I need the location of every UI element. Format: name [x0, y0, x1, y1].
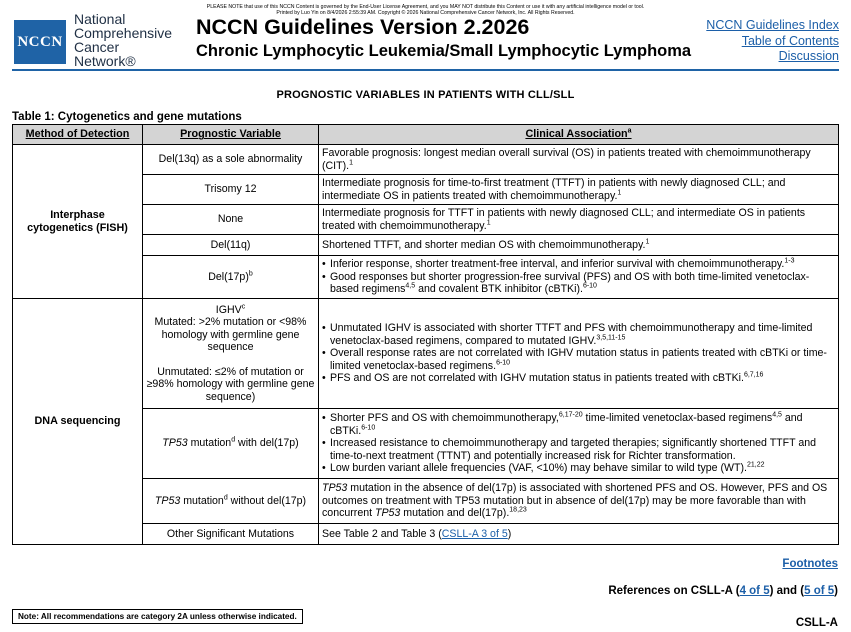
discussion-link[interactable]: Discussion: [778, 49, 839, 63]
bullet-item: [330, 372, 835, 384]
association-text: Favorable prognosis: longest median overall survival (OS) in patients treated with chemoimmunotherapy (CIT).: [322, 147, 811, 172]
citation: 4,5: [405, 282, 416, 290]
license-notice-line-2: Printed by Luo Yin on 8/4/2026 2:55:39 AM. Copyright © 2026 National Comprehensive Cancer Network, Inc. All Rights Reserved.: [276, 10, 575, 17]
references-text: ) and (: [769, 585, 805, 597]
ighv-mutated-definition: Mutated: >2% mutation or <98% homology with germline gene sequence: [154, 316, 307, 354]
bullet-text: time-limited venetoclax-based regimens: [582, 412, 773, 425]
citation: 1: [349, 158, 353, 166]
association-text: Intermediate prognosis for time-to-first treatment (TTFT) in patients with newly diagnosed CLL; and intermediate OS in patients treated with chemoimmunotherapy.: [322, 177, 786, 202]
citation: 1: [486, 218, 491, 226]
association-text: ): [507, 527, 512, 540]
citation: 6-10: [361, 424, 376, 432]
column-header-association-label: Clinical Association: [525, 128, 628, 141]
table-title: Table 1: Cytogenetics and gene mutations: [12, 111, 242, 123]
bullet-text: Overall response rates are not correlated with IGHV mutation status in patients treated with cBTKi or time-limited venetoclax-based regimens.: [330, 347, 827, 372]
method-dna-sequencing: DNA sequencing: [13, 299, 143, 545]
footnote-marker: a: [627, 127, 632, 135]
bullet-text: and cBTKi.: [330, 412, 803, 437]
variable-label: mutation: [187, 437, 232, 450]
top-nav-links: [706, 18, 839, 65]
bullet-item: [330, 347, 835, 372]
citation: 21,22: [746, 461, 765, 469]
citation: 1-3: [784, 257, 795, 265]
association-text: mutation and del(17p).: [400, 507, 510, 520]
table-header-row: [13, 125, 839, 145]
variable-label: mutation: [180, 494, 224, 507]
nccn-logo-wordmark: [74, 12, 172, 68]
footnotes-link[interactable]: Footnotes: [782, 558, 838, 570]
citation: 1: [645, 238, 650, 246]
association-ighv: [319, 299, 839, 409]
association-text: See Table 2 and Table 3 (: [322, 527, 442, 540]
variable-label: without del(17p): [227, 494, 307, 507]
footnote-marker: b: [248, 270, 253, 278]
guideline-subtitle: Chronic Lymphocytic Leukemia/Small Lymphocytic Lymphoma: [196, 42, 692, 60]
footnote-marker: c: [241, 303, 246, 311]
references-5-of-5-link[interactable]: 5 of 5: [804, 585, 835, 597]
footnote-marker: d: [231, 436, 236, 444]
variable-tp53-with-del17p: [143, 409, 319, 479]
variable-del17p: [143, 256, 319, 299]
bullet-item: [330, 322, 835, 347]
ighv-unmutated-definition: Unmutated: ≤2% of mutation or ≥98% homology with germline gene sequence): [146, 365, 315, 403]
footnote-marker: d: [223, 494, 228, 502]
association-text: Intermediate prognosis for TTFT in patients with newly diagnosed CLL; and intermediate OS in patients treated with chemoimmunotherapy.: [322, 207, 806, 232]
ighv-title-label: IGHV: [215, 304, 242, 317]
bullet-item: [330, 271, 835, 296]
bullet-text: Low burden variant allele frequencies (VAF, <10%) may behave similar to wild type (WT).: [330, 462, 747, 475]
ighv-title: [146, 304, 315, 316]
nccn-logo: [14, 11, 186, 69]
gene-name: TP53: [375, 507, 401, 520]
bullet-item: [330, 412, 835, 437]
association-none: [319, 205, 839, 235]
gene-name: TP53: [322, 482, 348, 495]
logo-line: National: [74, 11, 126, 27]
references-text: ): [834, 585, 838, 597]
bullet-text: Good responses but shorter progression-free survival (PFS) and OS with both time-limited venetoclax-based regimens: [330, 270, 810, 296]
method-fish: Interphase cytogenetics (FISH): [13, 145, 143, 299]
footnotes-container: [782, 558, 838, 570]
section-title: PROGNOSTIC VARIABLES IN PATIENTS WITH CLL/SLL: [276, 89, 575, 101]
references-text: References on CSLL-A (: [608, 585, 740, 597]
variable-del11q: Del(11q): [143, 235, 319, 256]
citation: 1: [617, 188, 622, 196]
logo-line: Network®: [74, 53, 136, 69]
citation: 6-10: [582, 282, 597, 290]
bullet-item: [330, 462, 835, 474]
category-note: Note: All recommendations are category 2A unless otherwise indicated.: [12, 609, 303, 624]
variable-del13q: Del(13q) as a sole abnormality: [143, 145, 319, 175]
variable-tp53-without-del17p: [143, 479, 319, 524]
table-of-contents-link[interactable]: Table of Contents: [741, 33, 839, 48]
bullet-text: Increased resistance to chemoimmunotherapy and targeted therapies; significantly shortened TTFT and time-to-next treatment (TTNT) and potentially increased risk for Richter transformation.: [330, 437, 817, 462]
citation: 6,17-20: [558, 411, 583, 419]
association-other-mutations: [319, 524, 839, 545]
citation: 6-10: [496, 359, 511, 367]
column-header-variable: Prognostic Variable: [143, 125, 319, 145]
gene-name: TP53: [162, 437, 188, 450]
bullet-text: PFS and OS are not correlated with IGHV mutation status in patients treated with cBTKi.: [330, 372, 744, 385]
association-tp53-without-del17p: [319, 479, 839, 524]
table-row: [13, 299, 839, 409]
variable-del17p-label: Del(17p): [208, 270, 249, 283]
header-divider: [12, 69, 839, 71]
association-trisomy12: [319, 175, 839, 205]
bullet-text: and covalent BTK inhibitor (cBTKi).: [415, 283, 583, 296]
cytogenetics-table: [12, 124, 839, 545]
association-del11q: [319, 235, 839, 256]
association-text: mutation in the absence of del(17p) is associated with shortened PFS and OS. However, PFS and OS outcomes on treatment with TP53 mutation but in absence of del(17p) may be more favorable than with concurrent: [322, 482, 828, 520]
association-text: Shortened TTFT, and shorter median OS with chemoimmunotherapy.: [322, 238, 646, 251]
table-row: [13, 145, 839, 175]
nccn-logo-mark: NCCN: [14, 20, 66, 64]
variable-trisomy12: Trisomy 12: [143, 175, 319, 205]
logo-line: Comprehensive: [74, 25, 173, 41]
citation: 6,7,16: [743, 371, 764, 379]
column-header-method: Method of Detection: [13, 125, 143, 145]
license-notice-line-1: PLEASE NOTE that use of this NCCN Content is governed by the End-User License Agreement, and you MAY NOT distribute this Content or use it with any artificial intelligence model or tool.: [206, 4, 645, 10]
association-tp53-with-del17p: [319, 409, 839, 479]
csll-a-3-of-5-link[interactable]: CSLL-A 3 of 5: [441, 527, 508, 540]
page-id: CSLL-A: [795, 617, 838, 629]
citation: 4,5: [772, 411, 782, 419]
variable-ighv: [143, 299, 319, 409]
variable-other-mutations: Other Significant Mutations: [143, 524, 319, 545]
logo-line: Cancer: [74, 39, 120, 55]
bullet-item: [330, 437, 835, 462]
guideline-version-title: NCCN Guidelines Version 2.2026: [196, 15, 530, 39]
gene-name: TP53: [154, 494, 181, 507]
variable-none: None: [143, 205, 319, 235]
variable-label: with del(17p): [235, 437, 299, 450]
association-del17p: [319, 256, 839, 299]
references-line: [608, 585, 838, 597]
guidelines-index-link[interactable]: NCCN Guidelines Index: [706, 18, 839, 32]
citation: 3,5,11-15: [596, 334, 626, 342]
citation: 18,23: [509, 506, 527, 514]
bullet-text: Inferior response, shorter treatment-free interval, and inferior survival with chemoimmunotherapy.: [330, 258, 785, 271]
bullet-item: [330, 258, 835, 270]
bullet-text: Shorter PFS and OS with chemoimmunotherapy,: [330, 412, 559, 425]
association-del13q: [319, 145, 839, 175]
references-4-of-5-link[interactable]: 4 of 5: [739, 585, 770, 597]
bullet-text: Unmutated IGHV is associated with shorter TTFT and PFS with chemoimmunotherapy and time-limited venetoclax-based regimens, compared to mutated IGHV.: [330, 322, 813, 347]
column-header-association: [319, 125, 839, 145]
